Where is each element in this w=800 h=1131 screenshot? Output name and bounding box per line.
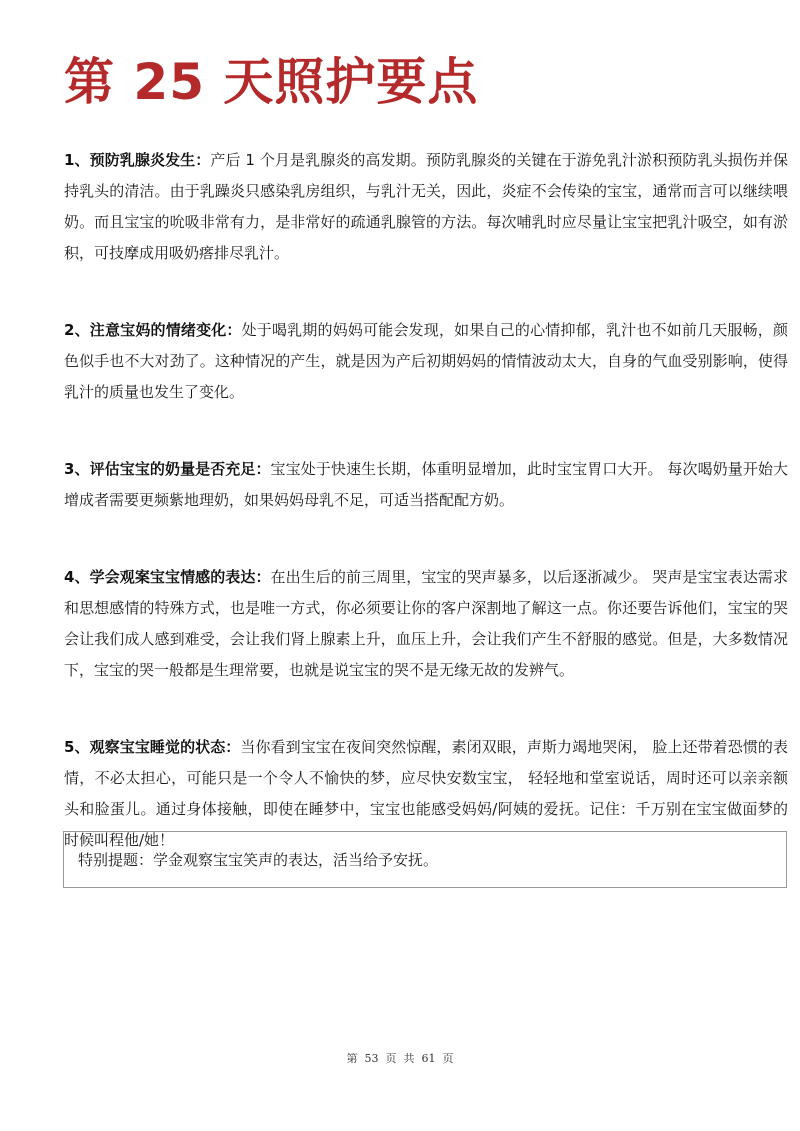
section-2-text: 处于喝乳期的妈妈可能会发现，如果自己的心情抑郁，乳汁也不如前几天服畅，颜色似手也不大对劲了。这种情况的产生，就是因为产后初期妈妈的情情波动太大，自身的气血受别影响，使得乳汁的质量也发生了变化。 <box>64 321 788 401</box>
section-4-text: 在出生后的前三周里，宝宝的哭声暴多，以后逐浙减少。 哭声是宝宝表达需求和思想感情的特殊方式，也是唯一方式，你必须要让你的客户深割地了解这一点。你还要告诉他们，宝宝的哭会让我们成人感到难受，会让我们肾上腺素上升，血压上升，会让我们产生不舒服的感觉。但是，大多数情况下，宝宝的哭一般都是生理常要，也就是说宝宝的哭不是无缘无故的发辨气。 <box>64 568 788 679</box>
section-1-heading: 1、预防乳腺炎发生： <box>64 151 211 169</box>
section-5-heading: 5、观察宝宝睡觉的状态： <box>64 738 241 756</box>
section-4-heading: 4、学会观案宝宝情感的表达： <box>64 568 271 586</box>
section-2-heading: 2、注意宝妈的情绪变化： <box>64 321 242 339</box>
section-3-text: 宝宝处于快速生长期，体重明显增加，此时宝宝胃口大开。 每次喝奶量开始大增成者需要更频紫地理奶，如果妈妈母乳不足，可适当搭配配方奶。 <box>64 460 788 509</box>
page-number-footer: 第 53 页 共 61 页 <box>346 1052 454 1065</box>
section-1-text: 产后 1 个月是乳腺炎的高发期。预防乳腺炎的关键在于游免乳汁淤积预防乳头损伤并保持乳头的清洁。由于乳躁炎只感染乳房组织，与乳汁无关，因此，炎症不会传染的宝宝，通常而言可以继续喂奶。而且宝宝的吮吸非常有力，是非常好的疏通乳腺管的方法。每次哺乳时应尽量让宝宝把乳汁吸空，如有淤积，可技摩成用吸奶瘩排尽乳汁。 <box>64 151 788 262</box>
section-3 <box>64 454 788 516</box>
section-3-heading: 3、评估宝宝的奶量是否充足： <box>64 460 271 478</box>
section-5-text: 当你看到宝宝在夜间突然惊醒，素闭双眼，声斯力竭地哭闲， 脸上还带着恐惯的表情，不必太担心，可能只是一个令人不愉快的梦，应尽快安数宝宝， 轻轻地和堂室说话，周时还可以亲亲额头和脸蛋儿。通过身体接触，即使在睡梦中，宝宝也能感受妈妈/阿姨的爱抚。记住：千万别在宝宝做面梦的时候叫程他/她！ <box>64 738 788 849</box>
special-tip-text: 特别提题：学金观察宝宝笑声的表达，活当给予安抚。 <box>78 851 439 869</box>
section-1 <box>64 145 788 269</box>
content-body <box>64 145 788 902</box>
special-tip-box <box>63 831 787 888</box>
section-2 <box>64 315 788 408</box>
section-4 <box>64 562 788 686</box>
page-title: 第 25 天照护要点 <box>64 53 479 111</box>
